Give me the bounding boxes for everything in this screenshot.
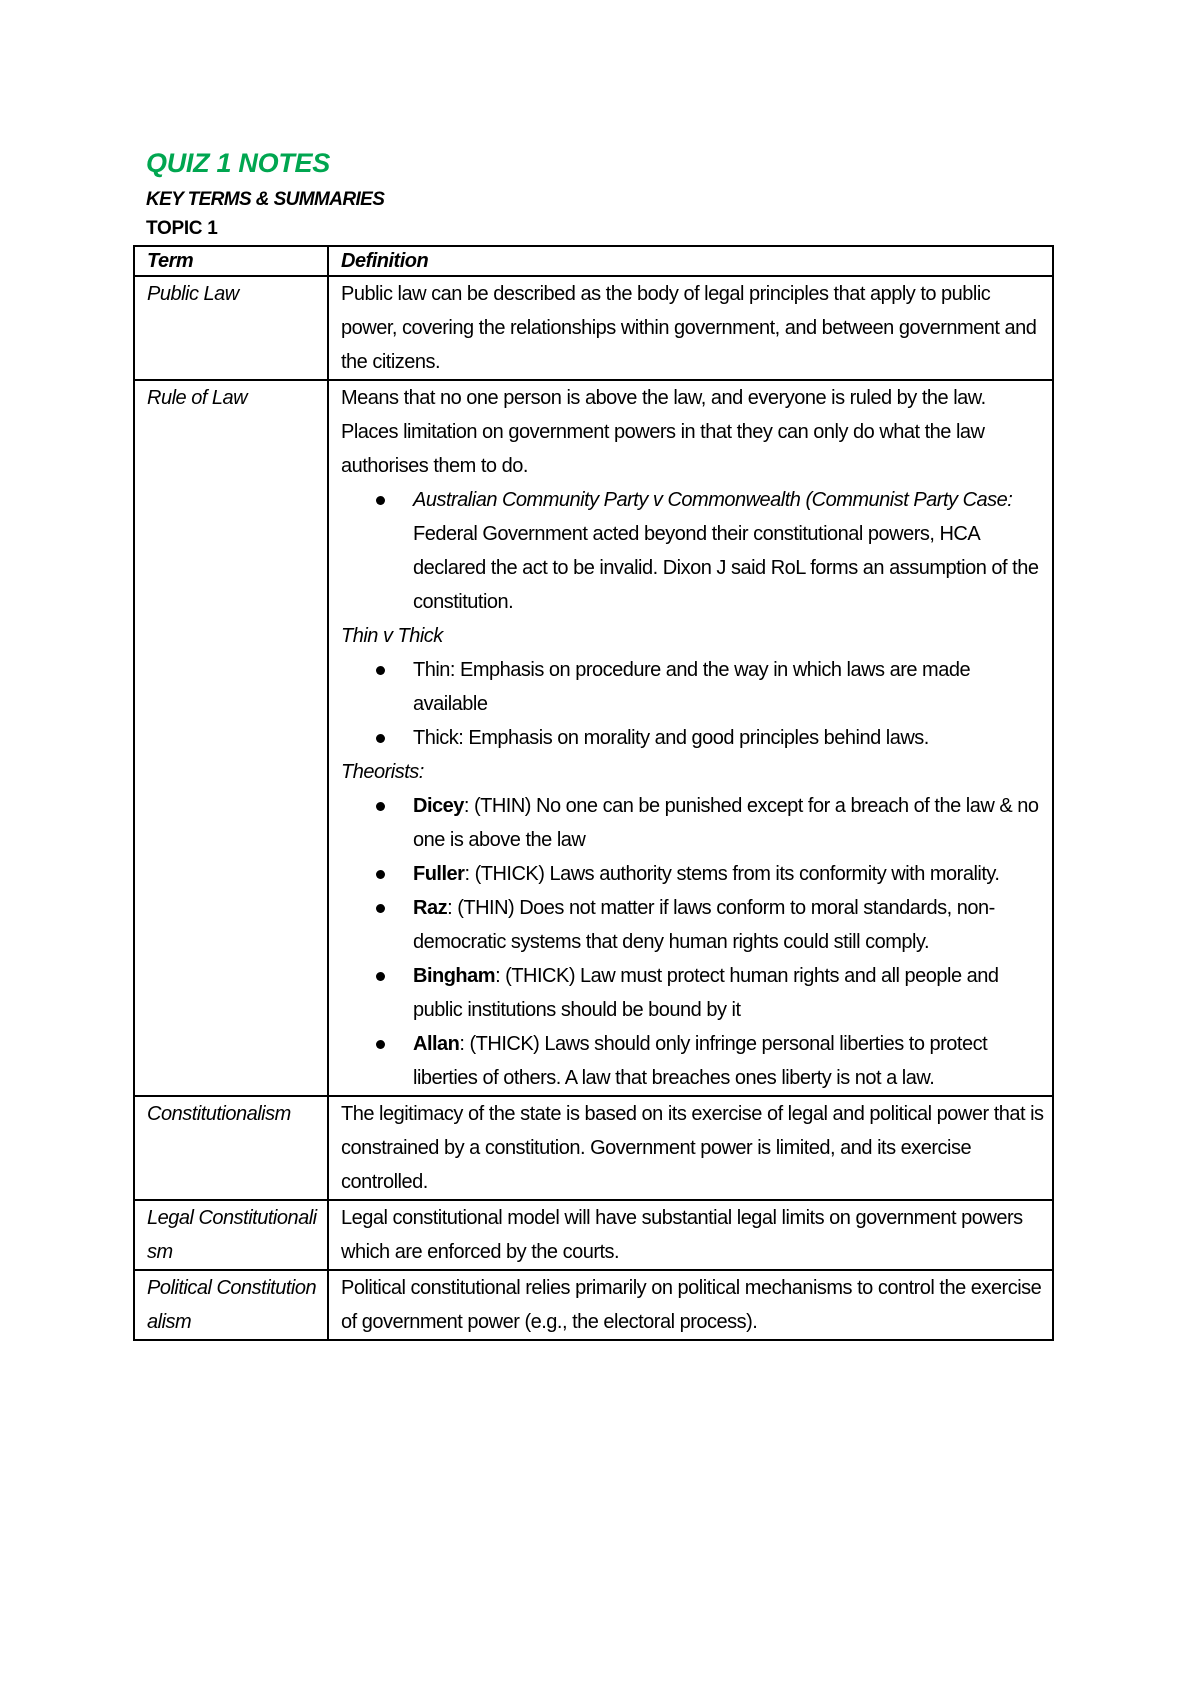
table-header-row — [134, 246, 1053, 276]
term-cell: Public Law — [134, 276, 328, 380]
header-term: Term — [134, 246, 328, 276]
header-definition: Definition — [328, 246, 1053, 276]
list-item — [413, 483, 1046, 619]
document-subtitle: KEY TERMS & SUMMARIES — [146, 189, 385, 210]
table-row-legal-constitutionalism — [134, 1200, 1053, 1270]
case-text: Federal Government acted beyond their constitutional powers, HCA declared the act to be invalid. Dixon J said RoL forms an assumption of the constitution. — [413, 523, 1039, 613]
table-row-constitutionalism — [134, 1096, 1053, 1200]
list-item — [413, 891, 1046, 959]
theorist-name: Allan — [413, 1033, 460, 1055]
definition-cell — [328, 380, 1053, 1096]
key-terms-table — [133, 245, 1054, 1341]
table-row-public-law — [134, 276, 1053, 380]
theorist-name: Raz — [413, 897, 448, 919]
definition-cell: Public law can be described as the body of legal principles that apply to public power, covering the relationships within government, and between government and the citizens. — [328, 276, 1053, 380]
term-cell: Rule of Law — [134, 380, 328, 1096]
theorist-name: Dicey — [413, 795, 464, 817]
theorist-text: : (THICK) Laws authority stems from its conformity with morality. — [464, 863, 1000, 885]
theorists-heading: Theorists: — [341, 761, 424, 783]
list-item — [413, 789, 1046, 857]
list-item: Thin: Emphasis on procedure and the way in which laws are made available — [413, 653, 1046, 721]
theorist-text: : (THICK) Law must protect human rights and all people and public institutions should be bound by it — [413, 965, 999, 1021]
list-item — [413, 1027, 1046, 1095]
definition-cell: Political constitutional relies primarily on political mechanisms to control the exercise of government power (e.g., the electoral process). — [328, 1270, 1053, 1340]
theorists-list — [341, 789, 1046, 1095]
term-cell: Political Constitutionalism — [134, 1270, 328, 1340]
list-item — [413, 857, 1046, 891]
term-cell: Legal Constitutionalism — [134, 1200, 328, 1270]
topic-heading: TOPIC 1 — [146, 218, 218, 239]
rule-of-law-intro: Means that no one person is above the law, and everyone is ruled by the law. Places limitation on government powers in that they can only do what the law authorises them to do. — [341, 387, 986, 477]
thin-thick-list — [341, 653, 1046, 755]
thin-thick-heading: Thin v Thick — [341, 625, 443, 647]
list-item: Thick: Emphasis on morality and good principles behind laws. — [413, 721, 1046, 755]
theorist-name: Fuller — [413, 863, 465, 885]
term-cell: Constitutionalism — [134, 1096, 328, 1200]
case-name: Australian Community Party v Commonwealth (Communist Party Case: — [413, 489, 1013, 511]
theorist-text: : (THIN) No one can be punished except for a breach of the law & no one is above the law — [413, 795, 1039, 851]
table-row-rule-of-law — [134, 380, 1053, 1096]
table-row-political-constitutionalism — [134, 1270, 1053, 1340]
definition-cell: The legitimacy of the state is based on its exercise of legal and political power that is constrained by a constitution. Government power is limited, and its exercise controlled. — [328, 1096, 1053, 1200]
definition-cell: Legal constitutional model will have substantial legal limits on government powers which are enforced by the courts. — [328, 1200, 1053, 1270]
theorist-text: : (THICK) Laws should only infringe personal liberties to protect liberties of others. A law that breaches ones liberty is not a law. — [413, 1033, 988, 1089]
theorist-text: : (THIN) Does not matter if laws conform to moral standards, non-democratic systems that deny human rights could still comply. — [413, 897, 995, 953]
document-title: QUIZ 1 NOTES — [146, 148, 330, 178]
theorist-name: Bingham — [413, 965, 496, 987]
case-list — [341, 483, 1046, 619]
list-item — [413, 959, 1046, 1027]
